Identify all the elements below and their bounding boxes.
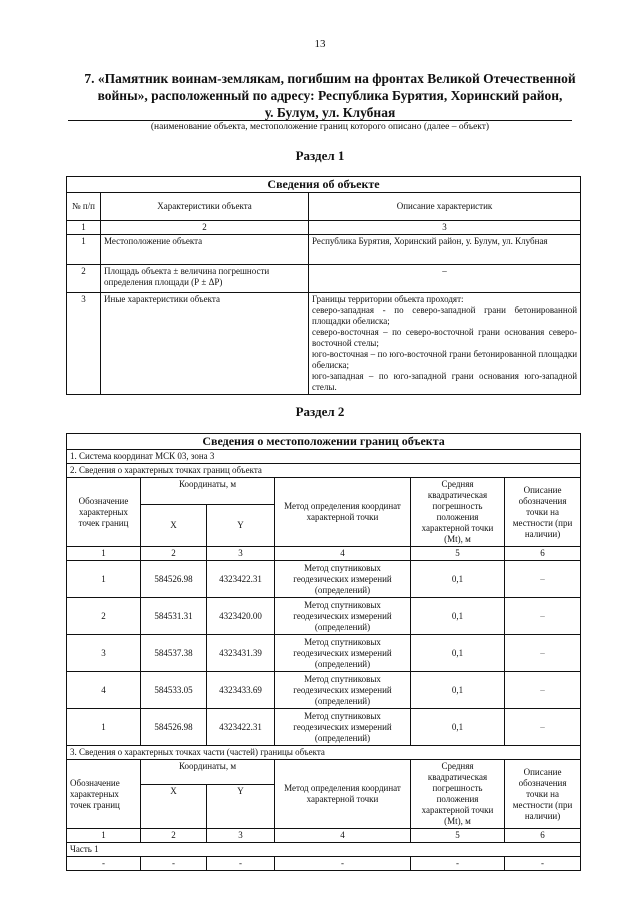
col-number-3: 3 bbox=[207, 547, 275, 561]
point-id: 1 bbox=[67, 561, 141, 598]
col-number-1: 1 bbox=[67, 547, 141, 561]
boundary-location-table bbox=[66, 433, 581, 871]
parts-header-designation: Обозначение характерных точек границ bbox=[67, 760, 141, 829]
parts-header-x: X bbox=[141, 785, 207, 829]
row-desc: Республика Бурятия, Хоринский район, у. Булум, ул. Клубная bbox=[309, 235, 581, 265]
desc-line: северо-западная - по северо-западной грани бетонированной площадки обелиска; bbox=[312, 305, 578, 326]
point-error: 0,1 bbox=[411, 561, 505, 598]
heading-underline bbox=[68, 120, 572, 121]
section-1-title: Раздел 1 bbox=[295, 148, 345, 163]
page-number: 13 bbox=[314, 38, 326, 50]
point-x: 584537.38 bbox=[141, 635, 207, 672]
desc-line: Границы территории объекта проходят: bbox=[312, 294, 464, 304]
point-method: Метод спутниковых геодезических измерений (определений) bbox=[275, 709, 411, 746]
col-number-6: 6 bbox=[505, 547, 581, 561]
row-name: Площадь объекта ± величина погрешности определения площади (Р ± ΔР) bbox=[101, 265, 309, 293]
point-method: Метод спутниковых геодезических измерений (определений) bbox=[275, 561, 411, 598]
point-description: – bbox=[505, 635, 581, 672]
parts-title: 3. Сведения о характерных точках части (частей) границы объекта bbox=[67, 746, 581, 760]
part-cell: - bbox=[275, 857, 411, 871]
parts-col-number-6: 6 bbox=[505, 829, 581, 843]
header-characteristics: Характеристики объекта bbox=[101, 193, 309, 221]
desc-line: северо-восточная – по северо-восточной грани основания северо-восточной стелы; bbox=[312, 327, 578, 348]
parts-col-number-4: 4 bbox=[275, 829, 411, 843]
row-name: Иные характеристики объекта bbox=[101, 293, 309, 395]
point-description: – bbox=[505, 598, 581, 635]
heading-line-1: 7. «Памятник воинам-землякам, погибшим на фронтах Великой Отечественной bbox=[84, 71, 576, 86]
point-description: – bbox=[505, 709, 581, 746]
desc-line: юго-западная – по юго-западной грани основания юго-западной стелы. bbox=[312, 371, 578, 392]
point-id: 3 bbox=[67, 635, 141, 672]
table-row bbox=[67, 293, 581, 395]
part-cell: - bbox=[411, 857, 505, 871]
object-info-table bbox=[66, 176, 581, 395]
point-method: Метод спутниковых геодезических измерений (определений) bbox=[275, 672, 411, 709]
col-number-3: 3 bbox=[309, 221, 581, 235]
row-desc bbox=[309, 293, 581, 395]
col-number-2: 2 bbox=[101, 221, 309, 235]
object-info-table-title: Сведения об объекте bbox=[67, 177, 581, 193]
point-y: 4323420.00 bbox=[207, 598, 275, 635]
row-name: Местоположение объекта bbox=[101, 235, 309, 265]
parts-header-error: Средняя квадратическая погрешность положения характерной точки (Mt), м bbox=[411, 760, 505, 829]
point-description: – bbox=[505, 561, 581, 598]
point-method: Метод спутниковых геодезических измерений (определений) bbox=[275, 598, 411, 635]
part-cell: - bbox=[67, 857, 141, 871]
parts-col-number-1: 1 bbox=[67, 829, 141, 843]
table-row bbox=[67, 598, 581, 635]
part-cell: - bbox=[505, 857, 581, 871]
point-error: 0,1 bbox=[411, 672, 505, 709]
header-error: Средняя квадратическая погрешность положения характерной точки (Mt), м bbox=[411, 478, 505, 547]
col-number-4: 4 bbox=[275, 547, 411, 561]
parts-header-point-description: Описание обозначения точки на местности (при наличии) bbox=[505, 760, 581, 829]
parts-header-y: Y bbox=[207, 785, 275, 829]
point-y: 4323422.31 bbox=[207, 709, 275, 746]
heading-line-2: войны», расположенный по адресу: Республика Бурятия, Хоринский район, bbox=[97, 88, 563, 103]
part-cell: - bbox=[141, 857, 207, 871]
header-x: X bbox=[141, 505, 207, 547]
point-method: Метод спутниковых геодезических измерений (определений) bbox=[275, 635, 411, 672]
row-number: 1 bbox=[67, 235, 101, 265]
parts-col-number-3: 3 bbox=[207, 829, 275, 843]
point-error: 0,1 bbox=[411, 635, 505, 672]
header-y: Y bbox=[207, 505, 275, 547]
desc-line: юго-восточная – по юго-восточной грани бетонированной площадки обелиска; bbox=[312, 349, 578, 370]
table-row bbox=[67, 857, 581, 871]
point-error: 0,1 bbox=[411, 598, 505, 635]
row-number: 2 bbox=[67, 265, 101, 293]
header-number: № п/п bbox=[67, 193, 101, 221]
row-number: 3 bbox=[67, 293, 101, 395]
table-row bbox=[67, 235, 581, 265]
point-id: 1 bbox=[67, 709, 141, 746]
point-y: 4323431.39 bbox=[207, 635, 275, 672]
part-label: Часть 1 bbox=[67, 843, 581, 857]
col-number-1: 1 bbox=[67, 221, 101, 235]
row-desc: – bbox=[309, 265, 581, 293]
header-designation: Обозначение характерных точек границ bbox=[67, 478, 141, 547]
header-method: Метод определения координат характерной точки bbox=[275, 478, 411, 547]
header-description: Описание характеристик bbox=[309, 193, 581, 221]
header-coords: Координаты, м bbox=[141, 478, 275, 505]
parts-col-number-5: 5 bbox=[411, 829, 505, 843]
point-x: 584526.98 bbox=[141, 709, 207, 746]
coord-system: 1. Система координат МСК 03, зона 3 bbox=[67, 450, 581, 464]
point-x: 584526.98 bbox=[141, 561, 207, 598]
table-row bbox=[67, 265, 581, 293]
heading-caption: (наименование объекта, местоположение границ которого описано (далее – объект) bbox=[150, 122, 490, 132]
heading-line-3: у. Булум, ул. Клубная bbox=[264, 105, 396, 120]
col-number-2: 2 bbox=[141, 547, 207, 561]
header-point-description: Описание обозначения точки на местности (при наличии) bbox=[505, 478, 581, 547]
table-row bbox=[67, 672, 581, 709]
point-id: 4 bbox=[67, 672, 141, 709]
point-description: – bbox=[505, 672, 581, 709]
point-error: 0,1 bbox=[411, 709, 505, 746]
points-title: 2. Сведения о характерных точках границ объекта bbox=[67, 464, 581, 478]
parts-header-method: Метод определения координат характерной точки bbox=[275, 760, 411, 829]
table-row bbox=[67, 561, 581, 598]
section-2-title: Раздел 2 bbox=[295, 404, 345, 419]
col-number-5: 5 bbox=[411, 547, 505, 561]
point-x: 584531.31 bbox=[141, 598, 207, 635]
boundary-table-title: Сведения о местоположении границ объекта bbox=[67, 434, 581, 450]
table-row bbox=[67, 709, 581, 746]
table-row bbox=[67, 635, 581, 672]
point-y: 4323422.31 bbox=[207, 561, 275, 598]
parts-header-coords: Координаты, м bbox=[141, 760, 275, 785]
point-x: 584533.05 bbox=[141, 672, 207, 709]
part-cell: - bbox=[207, 857, 275, 871]
point-y: 4323433.69 bbox=[207, 672, 275, 709]
point-id: 2 bbox=[67, 598, 141, 635]
object-heading bbox=[40, 70, 620, 121]
parts-col-number-2: 2 bbox=[141, 829, 207, 843]
